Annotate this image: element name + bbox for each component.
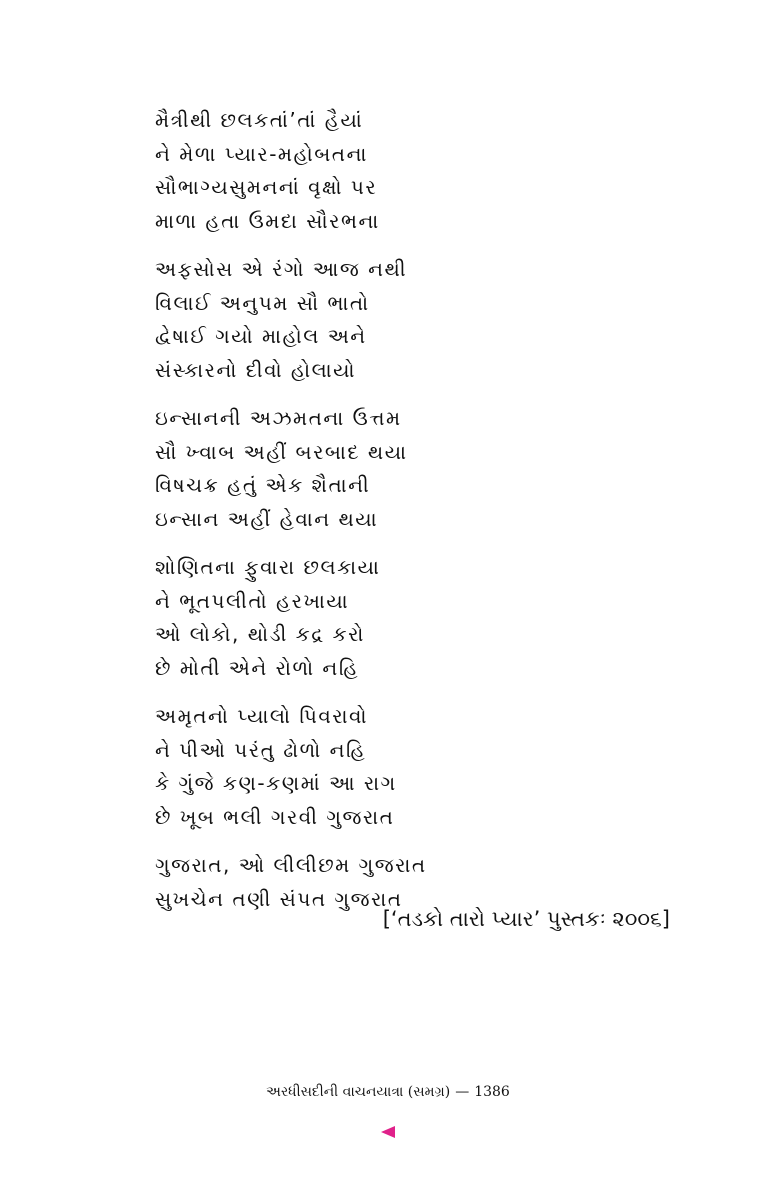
poem-line: સુખચેન તણી સંપત ગુજરાત: [155, 886, 403, 911]
poem-line: છે મોતી એને રોળો નહિ: [155, 655, 360, 680]
poem-line: અફસોસ એ રંગો આજ નથી: [155, 257, 408, 281]
previous-page-arrow-icon[interactable]: [380, 1124, 396, 1138]
poem-line: ઇન્સાન અહીં હેવાન થયા: [155, 506, 379, 531]
poem-line: મૈત્રીથી છલકતાં’તાં હૈયાં: [155, 108, 364, 132]
poem-line: વિષચક્ર હતું એક શૈતાની: [155, 473, 371, 497]
poem-stanza: [155, 402, 675, 536]
poem-line: ને મેળા પ્યાર-મહોબતના: [155, 141, 368, 166]
page-number: 1386: [474, 1084, 510, 1100]
poem-line: ઇન્સાનની અઝમતના ઉત્તમ: [155, 406, 402, 430]
page-footer: [0, 1082, 776, 1102]
poem-line: છે ખૂબ ભલી ગરવી ગુજરાત: [155, 804, 395, 829]
poem-line: કે ગુંજે કણ-કણમાં આ રાગ: [155, 771, 397, 795]
poem-line: માળા હતા ઉમદા સૌરભના: [155, 208, 380, 233]
poem-line: વિલાઈ અનુપમ સૌ ભાતો: [155, 290, 370, 315]
poem-line: ગુજરાત, ઓ લીલીછમ ગુજરાત: [155, 853, 427, 877]
poem-line: સૌભાગ્યસુમનનાં વૃક્ષો પર: [155, 175, 378, 199]
poem-line: શોણિતના ફુવારા છલકાયા: [155, 555, 381, 579]
poem-line: દ્વેષાઈ ગયો માહોલ અને: [155, 324, 367, 348]
poem-stanza: [155, 253, 675, 387]
poem-line: સૌ ખ્વાબ અહીં બરબાદ થયા: [155, 439, 408, 464]
poem-line: અમૃતનો પ્યાલો પિવરાવો: [155, 704, 368, 728]
poem-line: ને પીઓ પરંતુ ઢોળો નહિ: [155, 737, 367, 762]
poem-line: સંસ્કારનો દીવો હોલાયો: [155, 357, 357, 382]
poem-stanza: [155, 551, 675, 685]
book-title: અરધીસદીની વાચનયાત્રા (સમગ્ર): [266, 1084, 451, 1100]
poem: [155, 104, 675, 916]
footer-separator: —: [455, 1084, 470, 1100]
source-citation: [‘તડકો તારો પ્યાર’ પુસ્તકઃ ૨૦૦૬]: [382, 907, 670, 931]
triangle-left-icon: [380, 1125, 396, 1139]
poem-stanza: [155, 700, 675, 834]
poem-stanza: [155, 104, 675, 238]
poem-line: ઓ લોકો, થોડી કદ્ર કરો: [155, 622, 365, 646]
poem-line: ને ભૂતપલીતો હરખાયા: [155, 588, 350, 613]
